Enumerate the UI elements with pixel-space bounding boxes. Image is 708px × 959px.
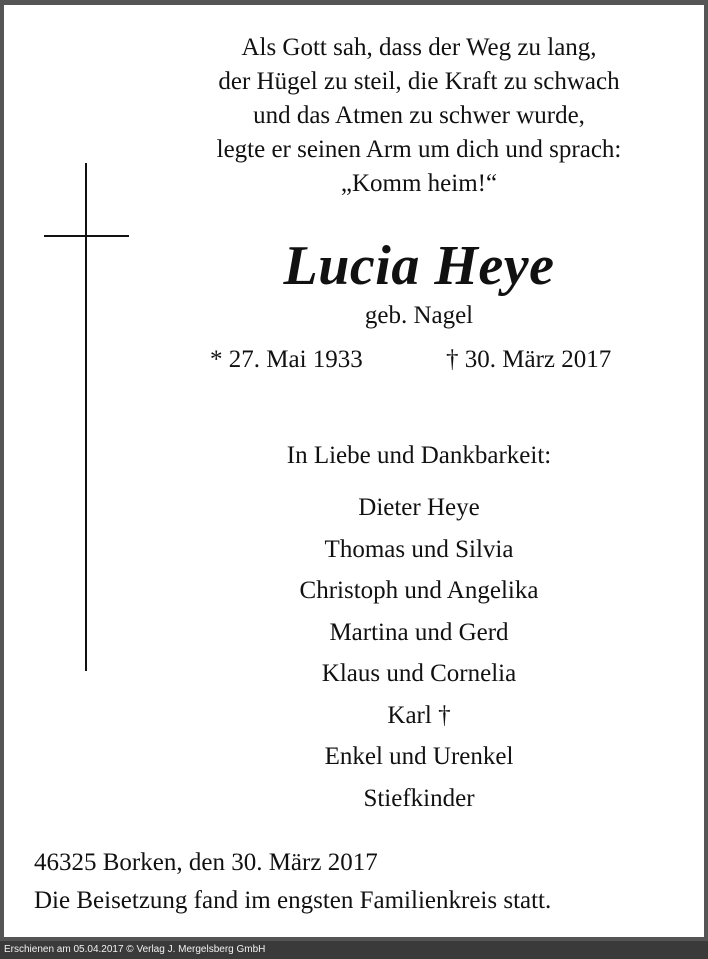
gratitude-heading: In Liebe und Dankbarkeit: <box>286 442 552 469</box>
birth-date: * 27. Mai 1933 <box>210 346 363 373</box>
cross-icon-vertical <box>85 163 87 671</box>
poem-line: legte er seinen Arm um dich und sprach: <box>216 136 622 163</box>
mourner-entry: Klaus und Cornelia <box>321 660 517 687</box>
publication-footer: Erschienen am 05.04.2017 © Verlag J. Mergelsberg GmbH <box>0 941 708 959</box>
poem-line: und das Atmen zu schwer wurde, <box>253 102 585 129</box>
poem-line: Als Gott sah, dass der Weg zu lang, <box>241 34 597 61</box>
poem-line: „Komm heim!“ <box>340 170 498 197</box>
poem-line: der Hügel zu steil, die Kraft zu schwach <box>218 68 620 95</box>
mourner-entry: Christoph und Angelika <box>299 577 539 604</box>
death-date: † 30. März 2017 <box>446 346 612 373</box>
mourner-entry: Thomas und Silvia <box>324 535 514 563</box>
mourner-entry: Martina und Gerd <box>329 618 509 646</box>
place-date: 46325 Borken, den 30. März 2017 <box>34 849 378 876</box>
mourners-list <box>124 487 708 819</box>
cross-icon-horizontal <box>44 235 129 237</box>
mourner-entry: Dieter Heye <box>358 494 480 521</box>
mourner-entry: Stiefkinder <box>363 784 475 812</box>
deceased-name: Lucia Heye <box>283 235 555 297</box>
mourner-entry: Enkel und Urenkel <box>324 743 514 770</box>
maiden-name: geb. Nagel <box>364 302 474 329</box>
poem <box>124 31 708 201</box>
mourner-entry: Karl † <box>387 701 451 729</box>
burial-note: Die Beisetzung fand im engsten Familienkreis statt. <box>34 887 552 914</box>
